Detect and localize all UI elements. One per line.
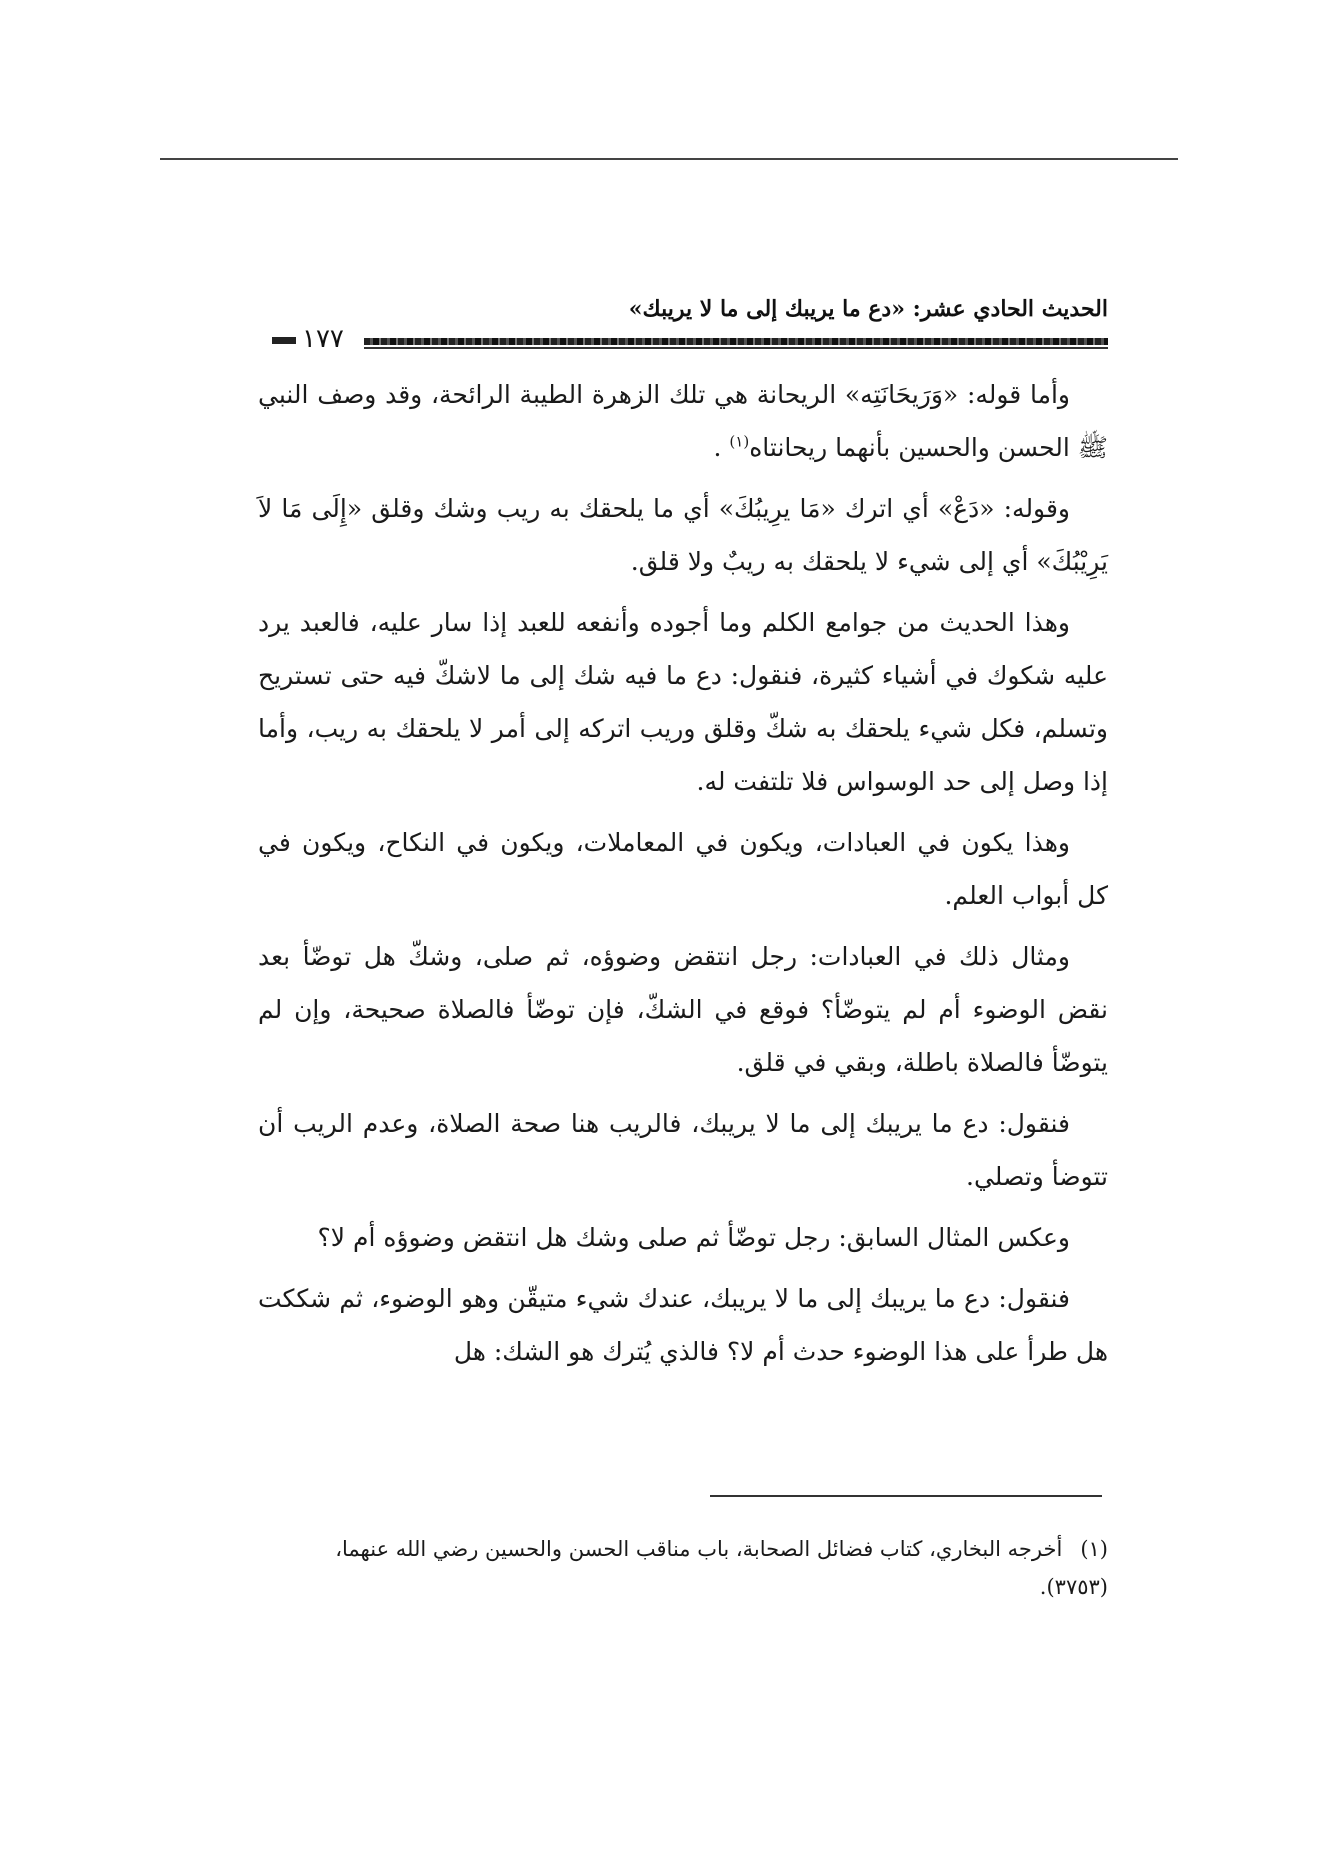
paragraph: ومثال ذلك في العبادات: رجل انتقض وضوؤه، ثم صلى، وشكّ هل توضّأ بعد نقض الوضوء أم لم يتوضّأ؟ فوقع في الشكّ، فإن توضّأ فالصلاة صحيحة، وإن لم يتوضّأ فالصلاة باطلة، وبقي في قلق. [258,942,1108,1077]
paragraph: فنقول: دع ما يريبك إلى ما لا يريبك، عندك شيء متيقّن وهو الوضوء، ثم شككت هل طرأ على هذا الوضوء حدث أم لا؟ فالذي يُترك هو الشك: هل [258,1284,1108,1366]
paragraph: وهذا الحديث من جوامع الكلم وما أجوده وأنفعه للعبد إذا سار عليه، فالعبد يرد عليه شكوك في أشياء كثيرة، فنقول: دع ما فيه شك إلى ما لاشكّ فيه حتى تستريح وتسلم، فكل شيء يلحقك به شكّ وقلق وريب اتركه إلى أمر لا يلحقك به ريب، وأما إذا وصل إلى حد الوسواس فلا تلتفت له. [258,608,1108,796]
footnote [272,1530,1108,1606]
paragraph: فنقول: دع ما يريبك إلى ما لا يريبك، فالريب هنا صحة الصلاة، وعدم الريب أن تتوضأ وتصلي. [258,1109,1108,1191]
paragraph-end: . [713,433,722,462]
paragraph-text: وأما قوله: «وَرَيحَانَتِه» الريحانة هي تلك الزهرة الطيبة الرائحة، وقد وصف النبي ﷺ الحسن والحسين بأنهما ريحانتاه [258,380,1108,462]
page-number: ١٧٧ [272,324,352,354]
footnote-text: أخرجه البخاري، كتاب فضائل الصحابة، باب مناقب الحسن والحسين رضي الله عنهما، (٣٧٥٣). [335,1537,1108,1599]
top-rule [160,158,1178,160]
running-title: الحديث الحادي عشر: «دع ما يريبك إلى ما لا يريبك» [628,296,1108,322]
header-ornament-band [272,324,1108,354]
footnote-separator [710,1495,1102,1497]
paragraph: وقوله: «دَعْ» أي اترك «مَا يرِيبُكَ» أي ما يلحقك به ريب وشك وقلق «إِلَى مَا لاَ يَرِيْبُكَ» أي إلى شيء لا يلحقك به ريبٌ ولا قلق. [258,494,1108,576]
paragraph [258,368,1108,474]
paragraph: وعكس المثال السابق: رجل توضّأ ثم صلى وشك هل انتقض وضوؤه أم لا؟ [317,1223,1070,1252]
footnote-mark: (١) [1080,1537,1108,1561]
footnote-reference[interactable]: (١) [729,432,750,451]
paragraph: وهذا يكون في العبادات، ويكون في المعاملات، ويكون في النكاح، ويكون في كل أبواب العلم. [258,828,1108,910]
ornament-bar [364,338,1108,345]
ornament-bar-thin [364,347,1108,349]
body-text [258,368,1108,1386]
